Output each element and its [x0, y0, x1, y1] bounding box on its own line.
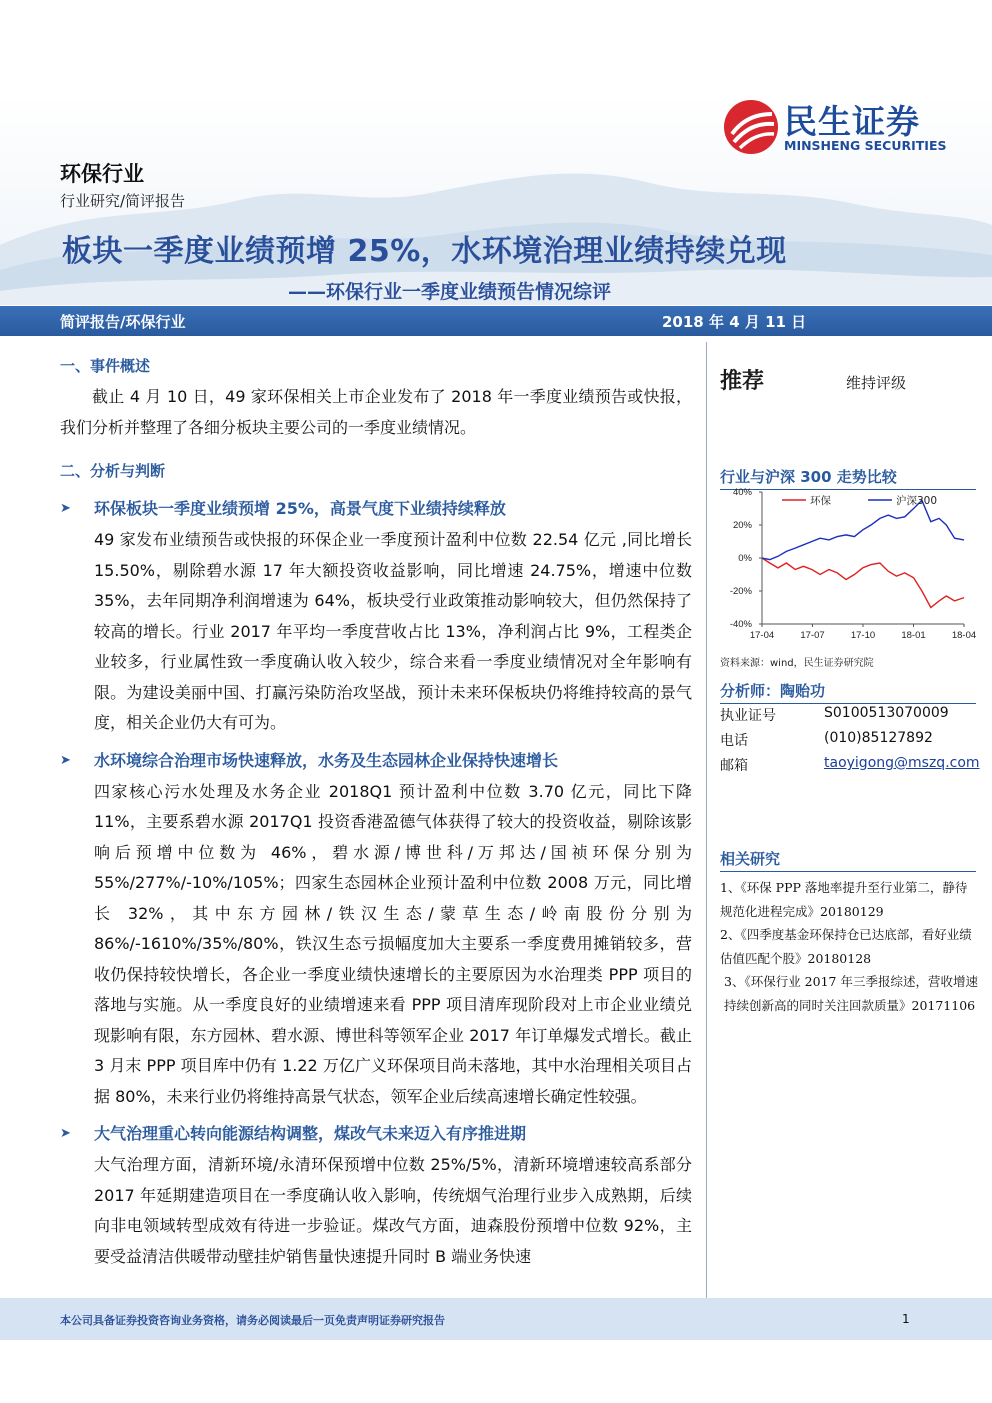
report-date: 2018 年 4 月 11 日	[662, 313, 807, 331]
band-category: 简评报告/环保行业	[60, 313, 186, 331]
related-item[interactable]: 2、《四季度基金环保持仓已达底部，看好业绩估值匹配个股》20180128	[720, 927, 972, 966]
chart-source: 资料来源：wind，民生证券研究院	[720, 658, 874, 669]
y-tick-label: 40%	[732, 487, 752, 498]
report-subtitle: ——环保行业一季度业绩预告情况综评	[288, 281, 612, 303]
column-divider	[706, 342, 707, 1302]
phone-value: (010)85127892	[824, 730, 933, 746]
paragraph: 四家核心污水处理及水务企业 2018Q1 预计盈利中位数 3.70 亿元，同比下降 11%，主要系碧水源 2017Q1 投资香港盈德气体获得了较大的投资收益，剔除该影响后预增中位数为 46%，碧水源/博世科/万邦达/国祯环保分别为 55%/277%/-10%/105%；四家生态园林企业预计盈利中位数 2008 万元，同比增长 32%，其中东方园林/铁汉生态/蒙草生态/岭南股份分别为 86%/-1610%/35%/80%，铁汉生态亏损幅度加大主要系一季度费用摊销较多，营收仍保持较快增长，各企业一季度业绩快速增长的主要原因为水治理类 PPP 项目的落地与实施。从一季度良好的业绩增速来看 PPP 项目清库现阶段对上市企业业绩兑现影响有限，东方园林、碧水源、博世科等领军企业 2017 年订单爆发式增长。截止 3 月末 PPP 项目库中仍有 1.22 万亿广义环保项目尚未落地，其中水治理相关项目占据 80%，未来行业仍将维持高景气状态，领军企业后续高速增长确定性较强。	[94, 781, 692, 1106]
rating: 推荐	[720, 369, 765, 394]
paragraph: 截止 4 月 10 日，49 家环保相关上市企业发布了 2018 年一季度业绩预告或快报，我们分析并整理了各细分板块主要公司的一季度业绩情况。	[60, 387, 692, 437]
industry-label: 环保行业	[60, 162, 144, 186]
y-tick-label: -40%	[729, 619, 752, 630]
legend-label-1: 沪深300	[896, 495, 938, 507]
x-tick-label: 17-10	[850, 630, 876, 641]
x-tick-label: 17-04	[749, 630, 775, 641]
cert-value: S0100513070009	[824, 705, 949, 721]
arrow-bullet-icon: ➤	[60, 1126, 71, 1141]
y-tick-label: 0%	[738, 553, 752, 564]
y-tick-label: 20%	[732, 520, 752, 531]
legend-label-0: 环保	[810, 495, 831, 507]
related-list	[720, 876, 978, 1017]
arrow-bullet-icon: ➤	[60, 752, 71, 768]
footer-disclaimer: 本公司具备证券投资咨询业务资格，请务必阅读最后一页免责声明证券研究报告	[60, 1314, 445, 1327]
series-line-0	[762, 558, 964, 608]
cert-label: 执业证号	[720, 708, 776, 724]
page-number: 1	[902, 1312, 910, 1326]
email-label: 邮箱	[720, 758, 748, 774]
logo-english-name: MINSHENG SECURITIES	[784, 138, 947, 153]
y-tick-label: -20%	[729, 586, 752, 597]
arrow-bullet-icon: ➤	[60, 501, 71, 516]
company-logo	[722, 96, 962, 158]
trend-chart	[720, 486, 980, 654]
report-title: 板块一季度业绩预增 25%，水环境治理业绩持续兑现	[62, 234, 787, 269]
series-line-1	[762, 500, 964, 559]
report-type: 行业研究/简评报告	[60, 192, 186, 210]
bullet-heading	[60, 493, 692, 525]
paragraph: 49 家发布业绩预告或快报的环保企业一季度预计盈利中位数 22.54 亿元 ,同比增长 15.50%，剔除碧水源 17 年大额投资收益影响，同比增速 24.75%，增速中位数 35%，去年同期净利润增速为 64%，板块受行业政策推动影响较大，但仍然保持了较高的增长。行业 2017 年平均一季度营收占比 13%，净利润占比 9%，工程类企业较多，行业属性致一季度确认收入较少，综合来看一季度业绩情况对全年影响有限。为建设美丽中国、打赢污染防治攻坚战，预计未来环保板块仍将维持较高的景气度，相关企业仍大有可为。	[94, 530, 692, 732]
related-item[interactable]: 1、《环保 PPP 落地率提升至行业第二，静待规范化进程完成》20180129	[720, 880, 968, 919]
related-title: 相关研究	[720, 848, 976, 872]
bullet-heading	[60, 745, 692, 777]
section-heading: 一、事件概述	[60, 357, 151, 375]
bullet-title: 环保板块一季度业绩预增 25%，高景气度下业绩持续释放	[94, 499, 506, 518]
paragraph: 大气治理方面，清新环境/永清环保预增中位数 25%/5%，清新环境增速较高系部分 2017 年延期建造项目在一季度确认收入影响，传统烟气治理行业步入成熟期，后续向非电领域转型成效有待进一步验证。煤改气方面，迪森股份预增中位数 92%，主要受益清洁供暖带动壁挂炉销售量快速提升同时 B 端业务快速	[94, 1155, 692, 1266]
analyst-title: 分析师：陶贻功	[720, 680, 976, 704]
main-content	[60, 350, 692, 1270]
rating-note: 维持评级	[846, 374, 907, 392]
x-tick-label: 17-07	[800, 630, 825, 641]
phone-label: 电话	[720, 733, 748, 749]
email-link[interactable]: taoyigong@mszq.com	[824, 755, 980, 771]
x-tick-label: 18-04	[951, 630, 977, 641]
bullet-title: 大气治理重心转向能源结构调整，煤改气未来迈入有序推进期	[94, 1124, 527, 1143]
header-band	[0, 306, 992, 336]
footer	[0, 1298, 992, 1340]
bullet-title: 水环境综合治理市场快速释放，水务及生态园林企业保持快速增长	[94, 750, 559, 770]
x-tick-label: 18-01	[901, 630, 926, 641]
minsheng-emblem-icon	[722, 98, 780, 156]
section-heading: 二、分析与判断	[60, 462, 166, 480]
logo-chinese-name: 民生证券	[784, 102, 920, 141]
bullet-heading	[60, 1118, 692, 1150]
related-item[interactable]: 3、《环保行业 2017 年三季报综述，营收增速持续创新高的同时关注回款质量》20171106	[724, 974, 978, 1013]
chart-title: 行业与沪深 300 走势比较	[720, 466, 976, 490]
